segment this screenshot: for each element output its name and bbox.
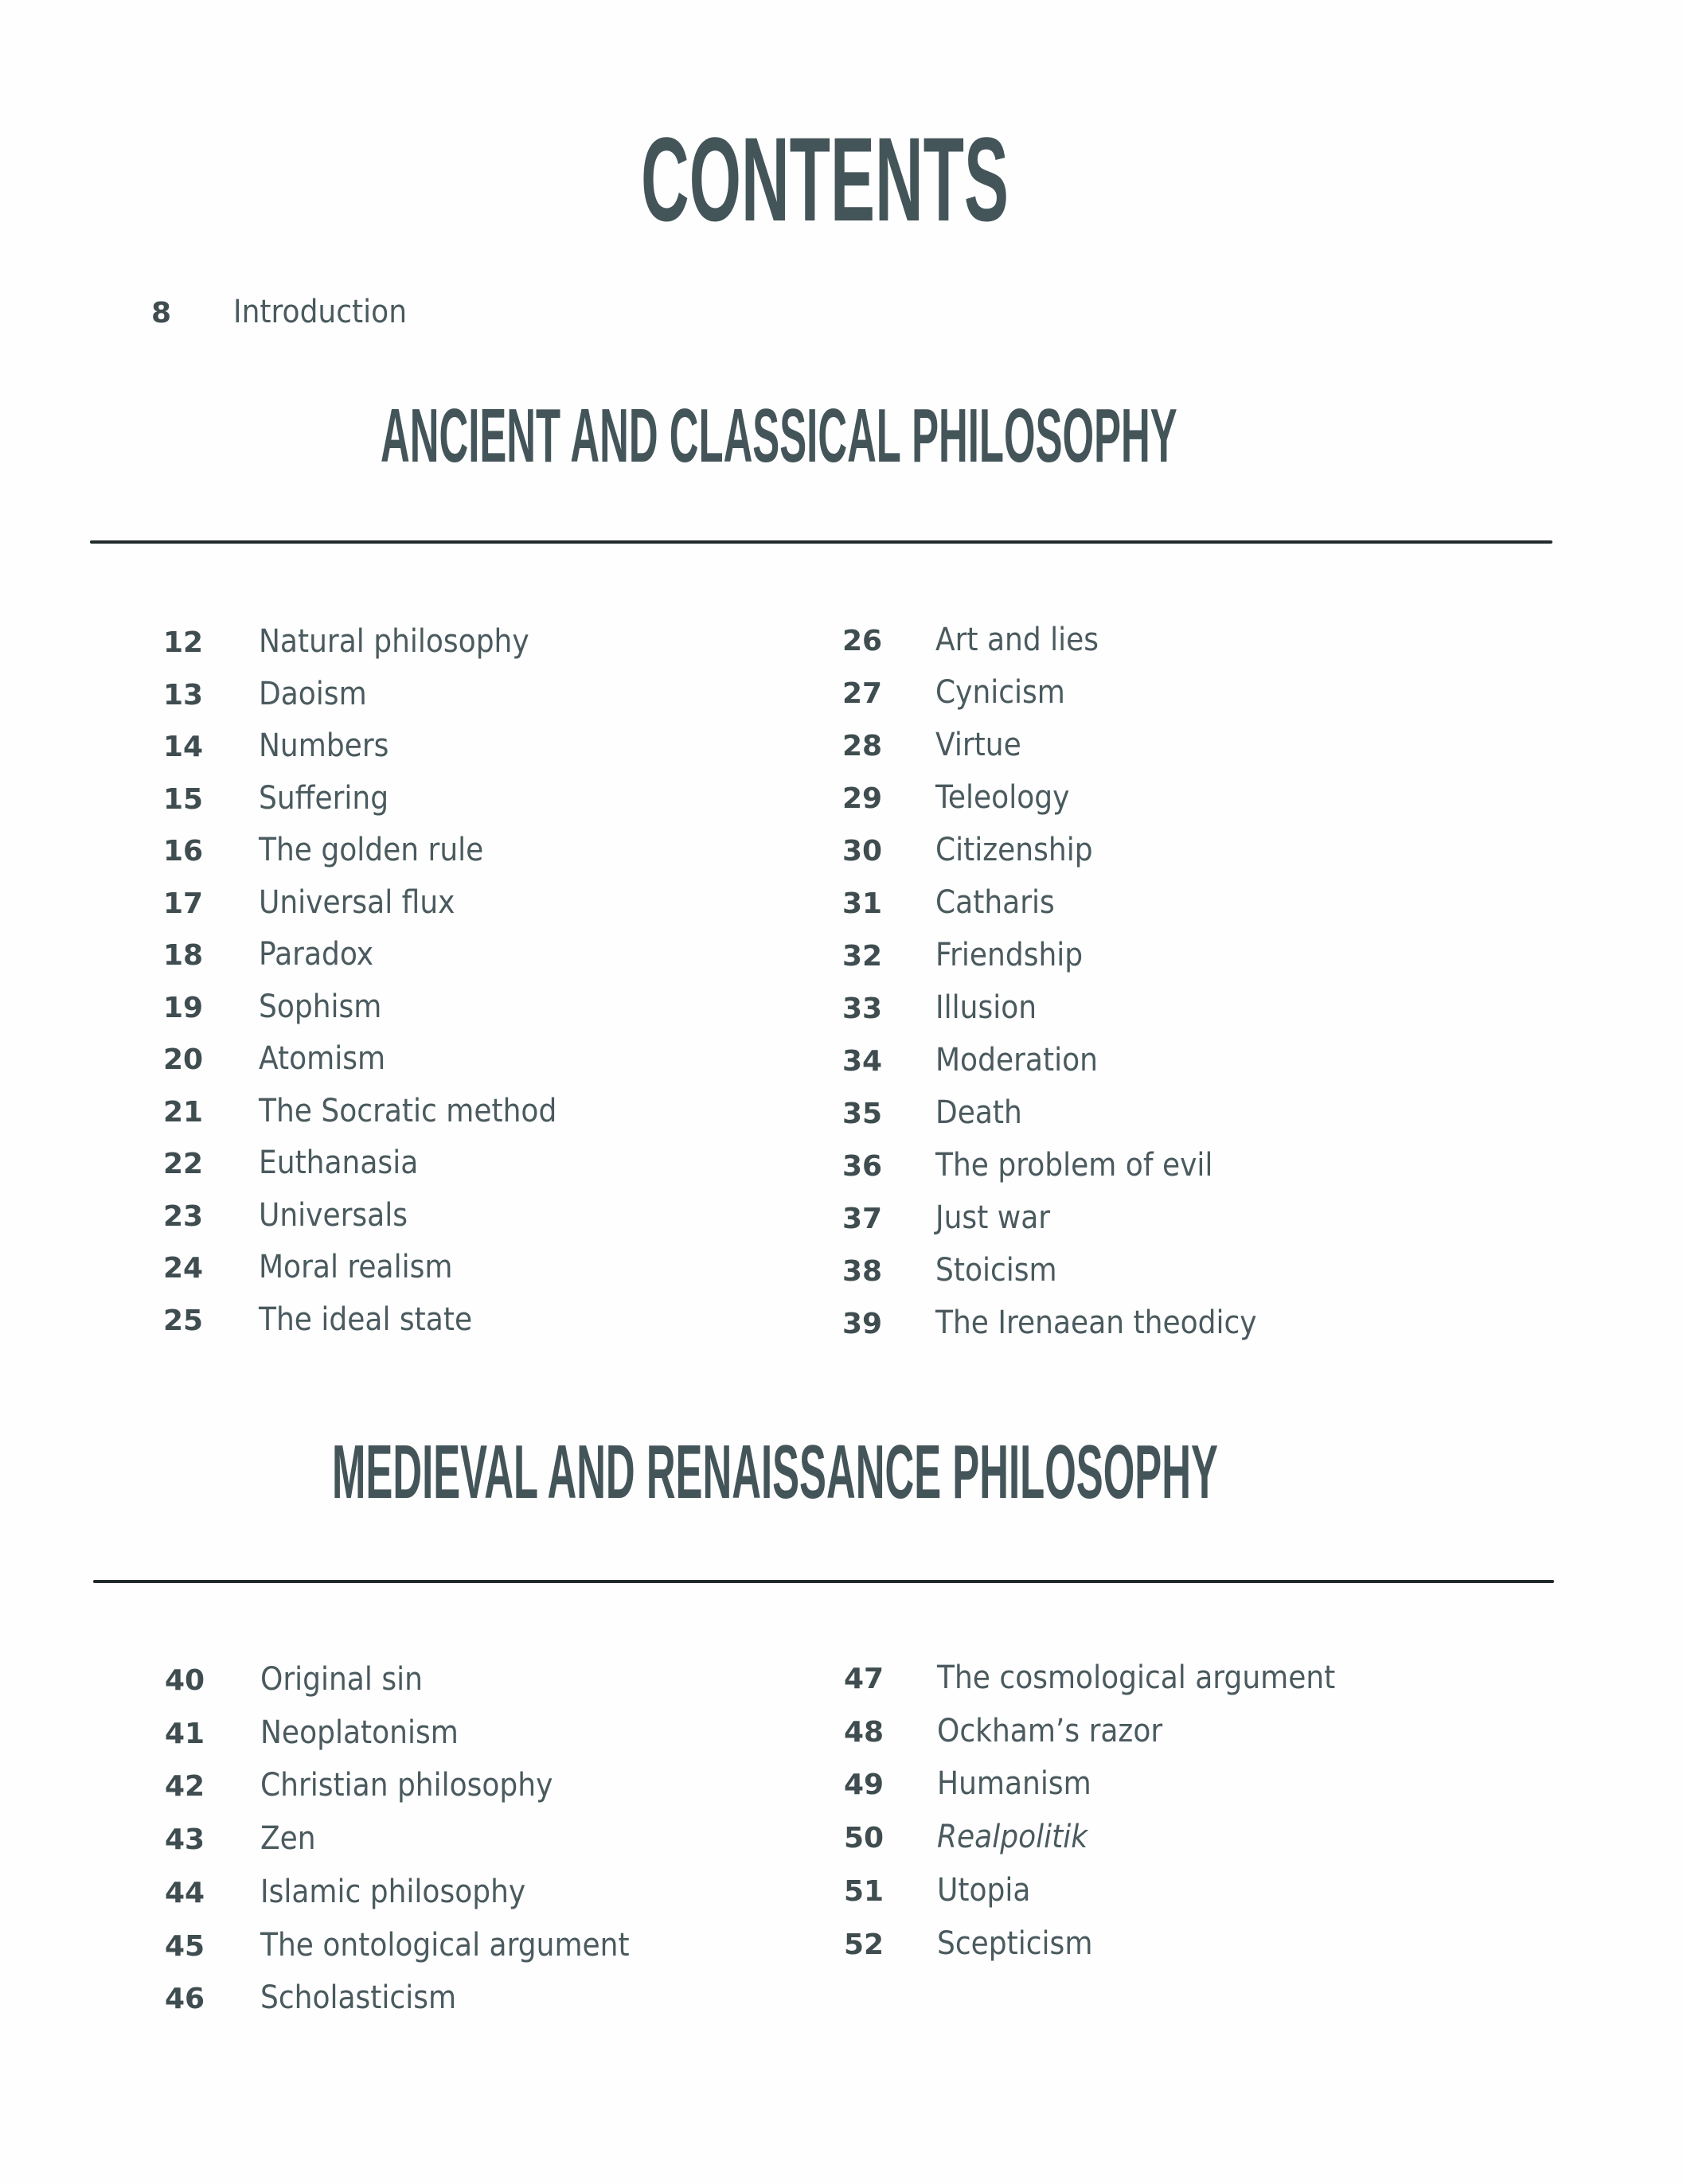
toc-entry[interactable] — [842, 661, 1479, 711]
toc-entry[interactable] — [842, 818, 1479, 866]
page-number: 19 — [163, 991, 204, 1024]
toc-entry[interactable] — [844, 1805, 1481, 1856]
entry-label: The golden rule — [259, 832, 484, 868]
page-number: 20 — [163, 1043, 204, 1076]
page-number: 51 — [844, 1874, 884, 1908]
toc-entry[interactable] — [163, 1027, 800, 1077]
page-number: 8 — [151, 297, 172, 330]
page-number: 49 — [844, 1769, 884, 1802]
entry-label: Realpolitik — [937, 1819, 1088, 1856]
page-number: 24 — [163, 1252, 204, 1285]
page-number: 40 — [165, 1664, 205, 1697]
page-number: 41 — [165, 1717, 205, 1750]
page-number: 17 — [163, 887, 204, 920]
page-number: 38 — [842, 1255, 883, 1288]
toc-entry[interactable] — [844, 1699, 1481, 1747]
entry-label: The ideal state — [259, 1301, 473, 1338]
entry-label: Christian philosophy — [260, 1767, 553, 1804]
entry-label: Catharis — [935, 884, 1055, 921]
toc-entry[interactable] — [842, 976, 1479, 1024]
page-number: 26 — [842, 625, 883, 657]
toc-entry[interactable] — [165, 1648, 802, 1698]
toc-entry[interactable] — [842, 871, 1479, 921]
toc-entry[interactable] — [163, 1079, 800, 1127]
toc-entry-introduction[interactable] — [151, 280, 470, 328]
entry-label: Scepticism — [937, 1925, 1093, 1962]
toc-entry[interactable] — [165, 1966, 802, 2017]
entry-label: Just war — [935, 1199, 1051, 1236]
entry-label: Ockham’s razor — [937, 1712, 1163, 1749]
page-title: CONTENTS — [641, 112, 1009, 246]
toc-entry[interactable] — [163, 818, 800, 866]
entry-label: Cynicism — [935, 674, 1065, 711]
entry-label: Friendship — [935, 937, 1084, 973]
page-number: 12 — [163, 626, 204, 659]
toc-entry[interactable] — [844, 1646, 1481, 1694]
entry-label: The Socratic method — [259, 1092, 557, 1129]
entry-label: Art and lies — [935, 622, 1099, 658]
toc-entry[interactable] — [844, 1912, 1481, 1960]
toc-entry[interactable] — [163, 871, 800, 921]
toc-entry[interactable] — [842, 608, 1479, 656]
toc-entry[interactable] — [163, 766, 800, 817]
entry-label: Islamic philosophy — [260, 1873, 526, 1910]
section-title-medieval: MEDIEVAL AND RENAISSANCE PHILOSOPHY — [332, 1429, 1218, 1515]
section-title-ancient: ANCIENT AND CLASSICAL PHILOSOPHY — [381, 393, 1177, 478]
toc-entry[interactable] — [165, 1807, 802, 1858]
page-number: 44 — [165, 1876, 205, 1909]
page-number: 43 — [165, 1823, 205, 1857]
page-number: 22 — [163, 1148, 204, 1180]
entry-label: Daoism — [259, 675, 367, 712]
entry-label: Death — [935, 1094, 1022, 1131]
page-number: 52 — [844, 1928, 884, 1961]
entry-label: Universal flux — [259, 883, 455, 921]
toc-entry[interactable] — [163, 1131, 800, 1179]
entry-label: Sophism — [259, 988, 382, 1025]
entry-label: Neoplatonism — [260, 1714, 459, 1751]
entry-label: Stoicism — [935, 1252, 1057, 1289]
toc-entry[interactable] — [842, 1186, 1479, 1234]
page-number: 25 — [163, 1304, 204, 1337]
page-number: 16 — [163, 835, 204, 868]
toc-entry[interactable] — [163, 1288, 800, 1336]
page-number: 35 — [842, 1098, 883, 1130]
toc-entry[interactable] — [842, 923, 1479, 971]
toc-entry[interactable] — [165, 1701, 802, 1749]
entry-label: Atomism — [259, 1040, 386, 1077]
page-number: 48 — [844, 1715, 884, 1749]
entry-label: Numbers — [259, 727, 389, 764]
entry-label: Paradox — [259, 936, 374, 973]
toc-entry[interactable] — [844, 1858, 1481, 1909]
section-divider — [93, 1580, 1554, 1583]
toc-entry[interactable] — [165, 1860, 802, 1908]
toc-entry[interactable] — [163, 1235, 800, 1283]
page-number: 30 — [842, 835, 883, 868]
entry-label: Moral realism — [259, 1249, 453, 1285]
toc-entry[interactable] — [163, 610, 800, 660]
page-number: 33 — [842, 993, 883, 1025]
page-number: 47 — [844, 1663, 884, 1695]
page-number: 37 — [842, 1203, 883, 1235]
toc-entry[interactable] — [165, 1913, 802, 1964]
page-number: 13 — [163, 678, 204, 712]
page-number: 27 — [842, 677, 883, 710]
entry-label: Humanism — [937, 1765, 1091, 1803]
page-number: 31 — [842, 887, 883, 920]
page-number: 45 — [165, 1929, 205, 1963]
entry-label: The Irenaean theodicy — [935, 1305, 1257, 1341]
entry-label: The problem of evil — [935, 1147, 1213, 1184]
page-number: 46 — [165, 1983, 205, 2016]
page-number: 39 — [842, 1308, 883, 1340]
page-number: 21 — [163, 1095, 204, 1129]
page-number: 36 — [842, 1150, 883, 1183]
toc-entry[interactable] — [163, 922, 800, 973]
entry-label: Utopia — [937, 1871, 1031, 1909]
toc-entry[interactable] — [163, 662, 800, 710]
page-number: 42 — [165, 1770, 205, 1804]
page-number: 34 — [842, 1045, 883, 1078]
entry-label: Zen — [260, 1820, 316, 1858]
page-number: 50 — [844, 1822, 884, 1855]
entry-label: The cosmological argument — [937, 1659, 1336, 1696]
page-number: 14 — [163, 731, 204, 763]
entry-label: Introduction — [233, 294, 408, 330]
entry-label: Suffering — [259, 779, 389, 817]
toc-entry[interactable] — [165, 1753, 802, 1804]
entry-label: Universals — [259, 1196, 408, 1234]
page-number: 28 — [842, 730, 883, 762]
entry-label: Citizenship — [935, 832, 1093, 868]
entry-label: Illusion — [935, 989, 1037, 1026]
section-divider — [90, 540, 1552, 544]
toc-entry[interactable] — [842, 766, 1479, 816]
entry-label: Original sin — [260, 1661, 423, 1698]
entry-label: Virtue — [935, 727, 1021, 763]
toc-entry[interactable] — [163, 714, 800, 762]
entry-label: Teleology — [935, 779, 1070, 816]
toc-entry[interactable] — [842, 1133, 1479, 1184]
entry-label: Natural philosophy — [259, 623, 529, 660]
page-number: 29 — [842, 782, 883, 815]
page-number: 32 — [842, 940, 883, 973]
toc-entry[interactable] — [844, 1752, 1481, 1803]
toc-entry[interactable] — [842, 1238, 1479, 1289]
entry-label: Euthanasia — [259, 1145, 419, 1181]
page-number: 18 — [163, 939, 204, 972]
entry-label: Scholasticism — [260, 1979, 457, 2017]
page-number: 23 — [163, 1199, 204, 1233]
toc-entry[interactable] — [842, 713, 1479, 761]
toc-entry[interactable] — [842, 1081, 1479, 1129]
toc-entry[interactable] — [163, 975, 800, 1023]
entry-label: Moderation — [935, 1042, 1098, 1078]
toc-entry[interactable] — [163, 1184, 800, 1234]
toc-entry[interactable] — [842, 1291, 1479, 1339]
entry-label: The ontological argument — [260, 1926, 630, 1964]
toc-entry[interactable] — [842, 1028, 1479, 1076]
page-number: 15 — [163, 782, 204, 816]
